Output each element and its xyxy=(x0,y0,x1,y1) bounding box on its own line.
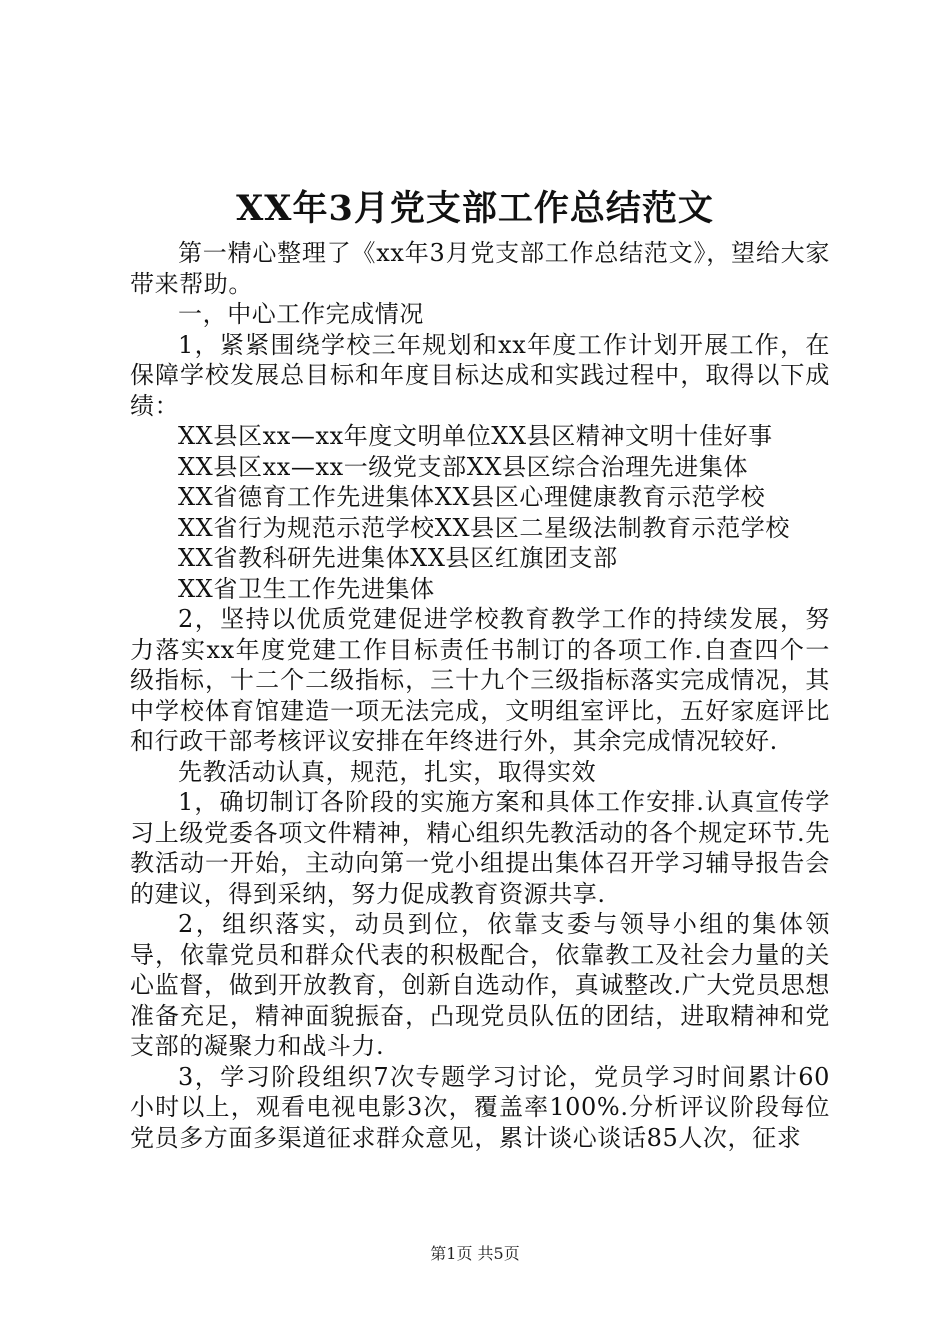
document-body xyxy=(130,238,830,1153)
honor-line: XX省行为规范示范学校XX县区二星级法制教育示范学校 xyxy=(178,513,790,542)
honor-line: XX县区xx—xx年度文明单位XX县区精神文明十佳好事 xyxy=(178,422,773,450)
document-title: XX年3月党支部工作总结范文 xyxy=(236,188,714,229)
paragraph: 3，学习阶段组织7次专题学习讨论，党员学习时间累计60小时以上，观看电视电影3次，覆盖率100%.分析评议阶段每位党员多方面多渠道征求群众意见，累计谈心谈话85人次，征求 xyxy=(130,1062,830,1152)
honor-line: XX省卫生工作先进集体 xyxy=(178,574,435,603)
paragraph: 1，紧紧围绕学校三年规划和xx年度工作计划开展工作，在保障学校发展总目标和年度目标达成和实践过程中，取得以下成绩： xyxy=(130,330,830,420)
paragraph: 2，组织落实，动员到位，依靠支委与领导小组的集体领导，依靠党员和群众代表的积极配合，依靠教工及社会力量的关心监督，做到开放教育，创新自选动作，真诚整改.广大党员思想准备充足，精神面貌振奋，凸现党员队伍的团结，进取精神和党支部的凝聚力和战斗力. xyxy=(130,910,830,1060)
honor-line: XX省教科研先进集体XX县区红旗团支部 xyxy=(178,544,618,572)
section-heading: 一，中心工作完成情况 xyxy=(178,300,424,328)
page-footer: 第1页 共5页 xyxy=(430,1244,520,1263)
section-heading: 先教活动认真，规范，扎实，取得实效 xyxy=(178,757,597,786)
paragraph: 2，坚持以优质党建促进学校教育教学工作的持续发展，努力落实xx年度党建工作目标责任书制订的各项工作.自查四个一级指标，十二个二级指标，三十九个三级指标落实完成情况，其中学校体育馆建造一项无法完成，文明组室评比，五好家庭评比和行政干部考核评议安排在年终进行外，其余完成情况较好. xyxy=(130,605,830,755)
honor-line: XX县区xx—xx一级党支部XX县区综合治理先进集体 xyxy=(178,452,749,481)
paragraph: 1，确切制订各阶段的实施方案和具体工作安排.认真宣传学习上级党委各项文件精神，精心组织先教活动的各个规定环节.先教活动一开始，主动向第一党小组提出集体召开学习辅导报告会的建议，得到采纳，努力促成教育资源共享. xyxy=(130,788,830,908)
intro-paragraph: 第一精心整理了《xx年3月党支部工作总结范文》，望给大家带来帮助。 xyxy=(130,239,830,298)
honor-line: XX省德育工作先进集体XX县区心理健康教育示范学校 xyxy=(178,483,766,511)
